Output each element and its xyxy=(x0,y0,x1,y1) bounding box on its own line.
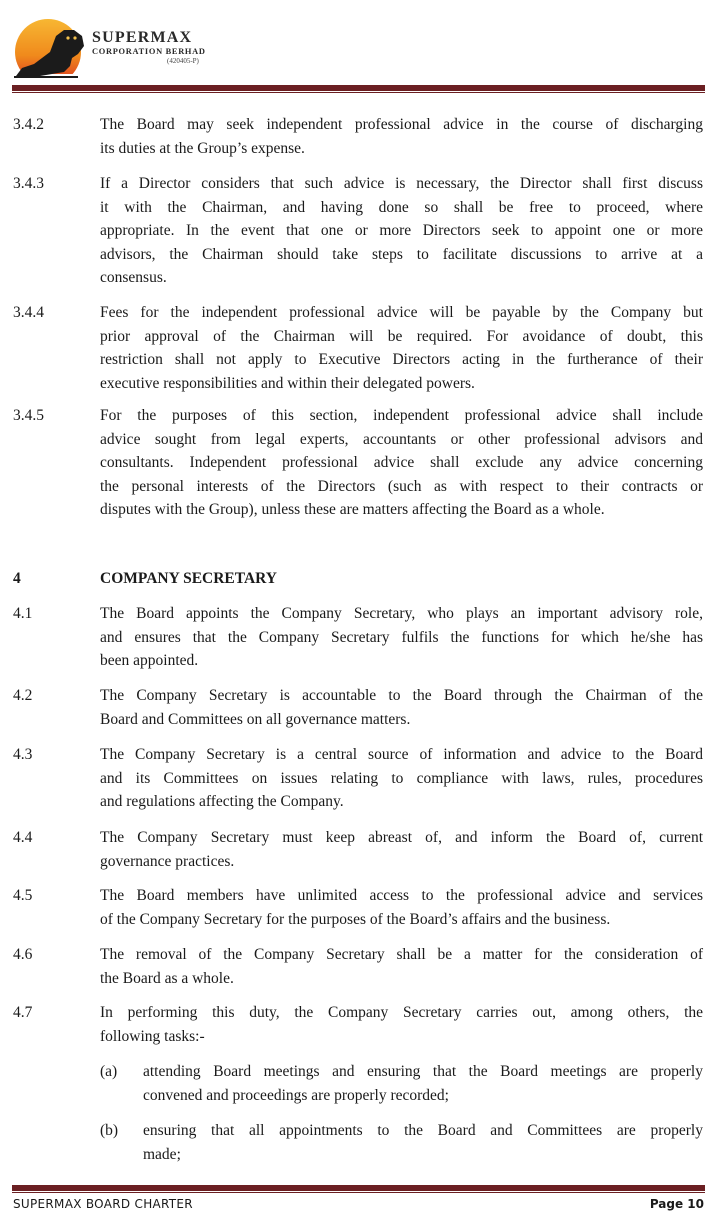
page-header xyxy=(0,0,720,100)
text-line: The Company Secretary must keep abreast of, and inform the Board of, current xyxy=(100,829,703,846)
clause-text xyxy=(100,602,703,673)
footer-title: SUPERMAX BOARD CHARTER xyxy=(13,1197,193,1211)
clause-text xyxy=(143,1060,703,1107)
clause-number: 4.1 xyxy=(13,605,33,622)
clause-number: 4.3 xyxy=(13,746,33,763)
clause-text xyxy=(143,1119,703,1166)
text-line: The Company Secretary is a central source of information and advice to the Board xyxy=(100,746,703,763)
clause-number: 4.5 xyxy=(13,887,33,904)
clause-number: (a) xyxy=(100,1063,118,1080)
heading-text xyxy=(100,567,703,591)
text-line: The removal of the Company Secretary shall be a matter for the consideration of xyxy=(100,946,703,963)
clause-text xyxy=(100,743,703,814)
page-number: Page 10 xyxy=(649,1197,704,1211)
clause-number: 4.7 xyxy=(13,1004,33,1021)
text-line: disputes with the Group), unless these are matters affecting the Board as a whole. xyxy=(100,501,605,518)
clause-number: 3.4.2 xyxy=(13,116,44,133)
clause-number: 3.4.4 xyxy=(13,304,44,321)
text-line: ensuring that all appointments to the Board and Committees are properly xyxy=(143,1122,703,1139)
clause-number: 3.4.5 xyxy=(13,407,44,424)
text-line: advice sought from legal experts, accountants or other professional advisors and xyxy=(100,430,703,448)
text-line: If a Director considers that such advice is necessary, the Director shall first discuss xyxy=(100,175,703,192)
text-line: of the Company Secretary for the purposes of the Board’s affairs and the business. xyxy=(100,910,611,928)
clause-text xyxy=(100,301,703,395)
clause-number: 4 xyxy=(13,570,21,587)
text-line: appropriate. In the event that one or more Directors seek to appoint one or more xyxy=(100,222,703,239)
text-line: The Board may seek independent professional advice in the course of discharging xyxy=(100,116,703,133)
clause-text xyxy=(100,943,703,990)
company-name: SUPERMAX xyxy=(92,29,193,46)
clause-number: 4.4 xyxy=(13,829,33,846)
company-subtitle: CORPORATION BERHAD xyxy=(92,47,206,56)
clause-number: 4.6 xyxy=(13,946,33,963)
clause-number: 4.2 xyxy=(13,687,33,704)
clause-text xyxy=(100,684,703,731)
clause-text xyxy=(100,404,703,522)
text-line: The Board members have unlimited access to the professional advice and services xyxy=(100,887,703,904)
text-line: the Board as a whole. xyxy=(100,969,234,987)
clause-number: (b) xyxy=(100,1122,119,1139)
clause-text xyxy=(100,826,703,873)
text-line: prior approval of the Chairman will be required. For avoidance of doubt, this xyxy=(100,327,703,345)
text-line: been appointed. xyxy=(100,652,199,669)
text-line: made; xyxy=(143,1145,181,1163)
panther-sunrise-logo-icon xyxy=(12,14,90,84)
company-registration: (420405-P) xyxy=(167,57,199,65)
text-line: consensus. xyxy=(100,269,167,286)
footer-rule-thin xyxy=(12,1192,705,1193)
text-line: its duties at the Group’s expense. xyxy=(100,139,305,157)
text-line: and its Committees on issues relating to compliance with laws, rules, procedures xyxy=(100,769,703,787)
footer-rule xyxy=(12,1185,705,1191)
text-line: In performing this duty, the Company Secretary carries out, among others, the xyxy=(100,1004,703,1021)
text-line: The Board appoints the Company Secretary, who plays an important advisory role, xyxy=(100,605,703,622)
text-line: The Company Secretary is accountable to the Board through the Chairman of the xyxy=(100,687,703,704)
text-line: and regulations affecting the Company. xyxy=(100,793,344,810)
text-line: it with the Chairman, and having done so shall be free to proceed, where xyxy=(100,198,703,216)
text-line: and ensures that the Company Secretary fulfils the functions for which he/she has xyxy=(100,628,703,646)
clause-text xyxy=(100,172,703,290)
text-line: Fees for the independent professional advice will be payable by the Company but xyxy=(100,304,703,321)
text-line: following tasks:- xyxy=(100,1027,205,1045)
text-line: COMPANY SECRETARY xyxy=(100,570,277,587)
text-line: governance practices. xyxy=(100,852,235,870)
text-line: the personal interests of the Directors (such as with respect to their contracts or xyxy=(100,477,703,495)
clause-text xyxy=(100,1001,703,1048)
clause-number: 3.4.3 xyxy=(13,175,44,192)
text-line: convened and proceedings are properly recorded; xyxy=(143,1086,449,1104)
clause-text xyxy=(100,884,703,931)
text-line: restriction shall not apply to Executive Directors acting in the furtherance of their xyxy=(100,351,703,368)
text-line: attending Board meetings and ensuring that the Board meetings are properly xyxy=(143,1063,703,1080)
header-rule xyxy=(12,85,705,91)
text-line: For the purposes of this section, independent professional advice shall include xyxy=(100,407,703,424)
clause-text xyxy=(100,113,703,160)
header-rule-thin xyxy=(12,92,705,93)
text-line: advisors, the Chairman should take steps to facilitate discussions to arrive at a xyxy=(100,245,703,263)
text-line: executive responsibilities and within their delegated powers. xyxy=(100,374,475,392)
text-line: consultants. Independent professional advice shall exclude any advice concerning xyxy=(100,454,703,471)
text-line: Board and Committees on all governance matters. xyxy=(100,710,411,728)
